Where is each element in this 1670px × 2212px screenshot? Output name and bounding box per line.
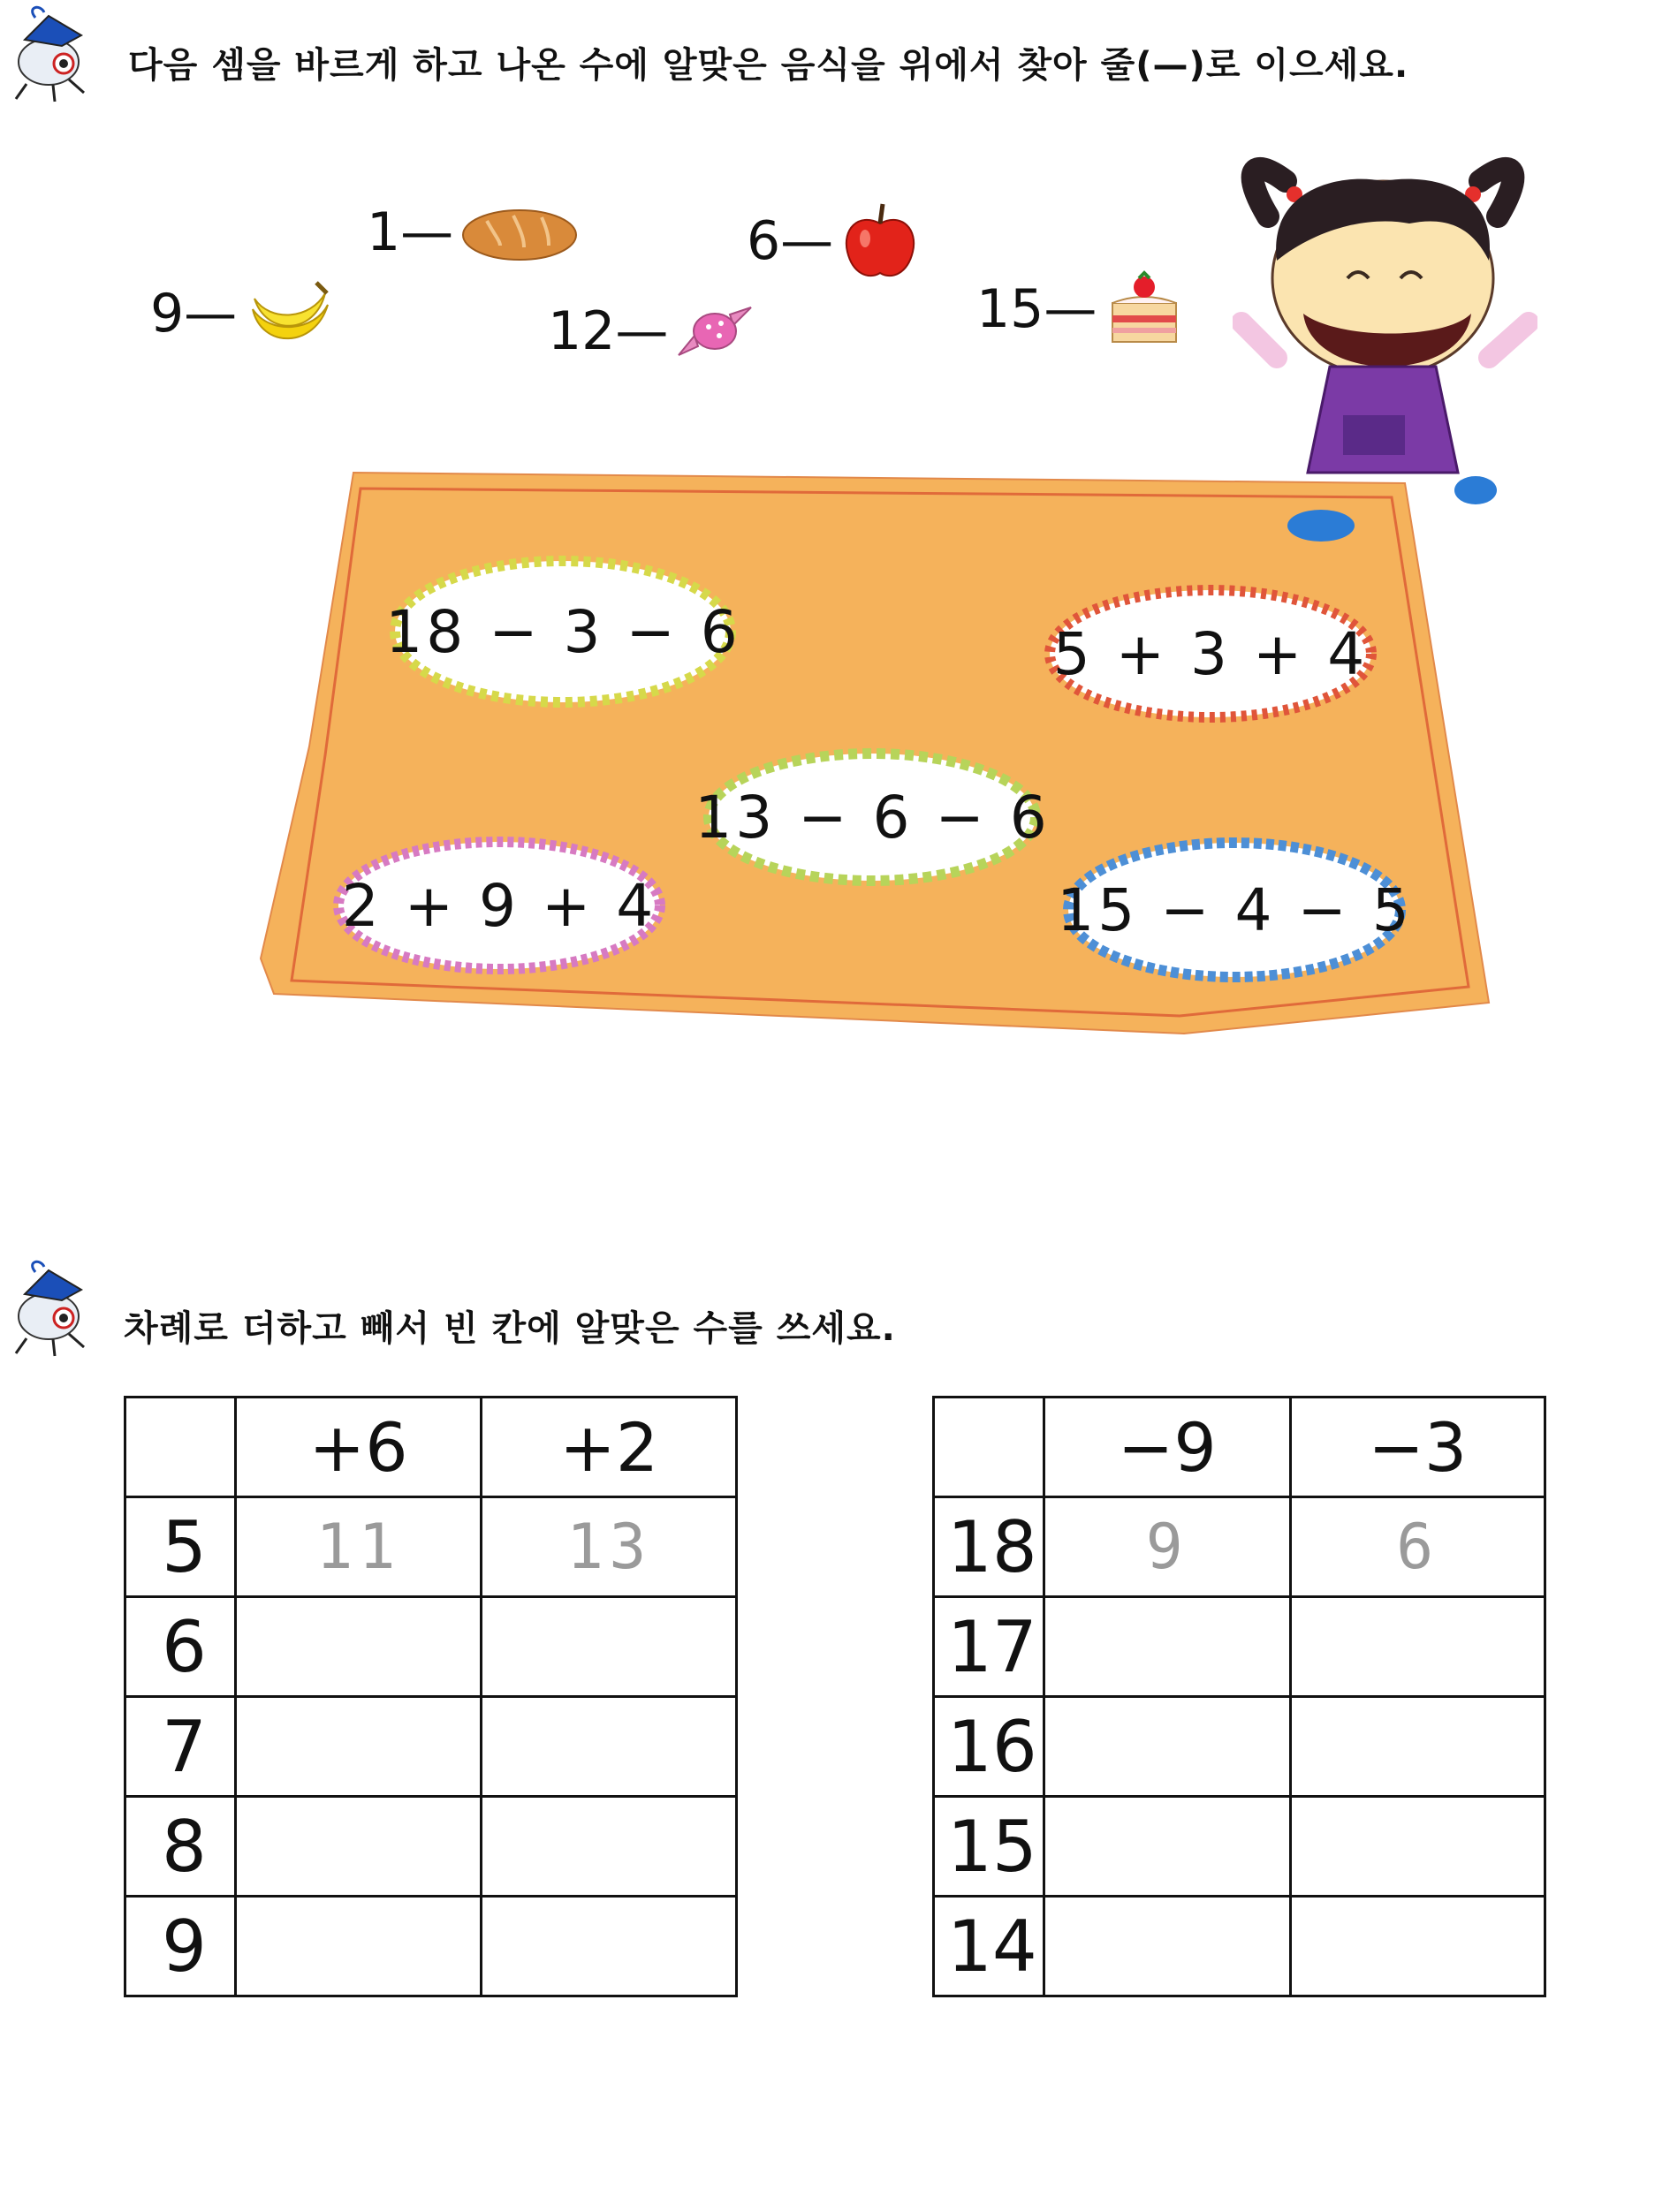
answer-cell[interactable] — [235, 1597, 482, 1697]
bread-icon — [460, 201, 580, 263]
table-header-row — [934, 1398, 1545, 1497]
table-row — [934, 1597, 1545, 1697]
answer-cell[interactable] — [482, 1597, 737, 1697]
mascot-icon — [0, 0, 88, 106]
start-number: 5 — [125, 1497, 236, 1597]
plate-expression: 18 − 3 − 6 — [385, 598, 741, 666]
food-label: 9— — [150, 283, 238, 345]
header-cell — [934, 1398, 1044, 1497]
addition-table — [124, 1396, 738, 1997]
answer-cell[interactable] — [235, 1897, 482, 1996]
start-number: 18 — [934, 1497, 1044, 1597]
answer-cell[interactable] — [1044, 1597, 1290, 1697]
table-row — [934, 1497, 1545, 1597]
table-row — [934, 1897, 1545, 1996]
answer-cell[interactable] — [482, 1797, 737, 1897]
answer-cell[interactable] — [1290, 1697, 1545, 1797]
food-label: 1— — [367, 201, 454, 263]
food-bread — [367, 201, 580, 263]
table-row — [125, 1897, 737, 1996]
table-row — [125, 1697, 737, 1797]
answer-cell[interactable] — [1290, 1597, 1545, 1697]
example-answer: 6 — [1290, 1497, 1545, 1597]
cake-icon — [1104, 269, 1183, 349]
start-number: 14 — [934, 1897, 1044, 1996]
food-apple — [747, 199, 920, 283]
header-cell: −9 — [1044, 1398, 1290, 1497]
answer-cell[interactable] — [235, 1697, 482, 1797]
start-number: 6 — [125, 1597, 236, 1697]
header-cell: +2 — [482, 1398, 737, 1497]
start-number: 8 — [125, 1797, 236, 1897]
answer-cell[interactable] — [1290, 1797, 1545, 1897]
table-row — [934, 1697, 1545, 1797]
plate-expression: 15 − 4 − 5 — [1057, 875, 1413, 944]
answer-cell[interactable] — [235, 1797, 482, 1897]
table-row — [125, 1497, 737, 1597]
girl-character — [1233, 155, 1537, 561]
header-cell: −3 — [1290, 1398, 1545, 1497]
start-number: 17 — [934, 1597, 1044, 1697]
candy-icon — [675, 300, 755, 362]
mascot-icon — [0, 1254, 88, 1360]
start-number: 9 — [125, 1897, 236, 1996]
food-label: 12— — [548, 300, 669, 362]
food-label: 15— — [976, 278, 1097, 340]
apple-icon — [840, 199, 920, 283]
example-answer: 11 — [235, 1497, 482, 1597]
answer-cell[interactable] — [482, 1697, 737, 1797]
answer-cell[interactable] — [482, 1897, 737, 1996]
answer-cell[interactable] — [1044, 1797, 1290, 1897]
plate-expression: 2 + 9 + 4 — [341, 871, 657, 940]
start-number: 16 — [934, 1697, 1044, 1797]
plate-expression: 5 + 3 + 4 — [1052, 619, 1369, 688]
food-cake — [976, 269, 1183, 349]
instruction-1: 다음 셈을 바르게 하고 나온 수에 알맞은 음식을 위에서 찾아 줄(—)로 이으세요. — [128, 45, 1409, 86]
table-row — [125, 1597, 737, 1697]
answer-cell[interactable] — [1290, 1897, 1545, 1996]
table-row — [125, 1797, 737, 1897]
subtraction-table — [932, 1396, 1546, 1997]
example-answer: 13 — [482, 1497, 737, 1597]
food-banana — [150, 274, 332, 353]
header-cell: +6 — [235, 1398, 482, 1497]
header-cell — [125, 1398, 236, 1497]
answer-cell[interactable] — [1044, 1697, 1290, 1797]
answer-cell[interactable] — [1044, 1897, 1290, 1996]
food-label: 6— — [747, 209, 834, 272]
start-number: 7 — [125, 1697, 236, 1797]
food-candy — [548, 300, 755, 362]
table-header-row — [125, 1398, 737, 1497]
table-row — [934, 1797, 1545, 1897]
instruction-2: 차례로 더하고 빼서 빈 칸에 알맞은 수를 쓰세요. — [124, 1308, 896, 1349]
example-answer: 9 — [1044, 1497, 1290, 1597]
start-number: 15 — [934, 1797, 1044, 1897]
plate-expression: 13 − 6 − 6 — [695, 783, 1051, 852]
banana-icon — [244, 274, 332, 353]
